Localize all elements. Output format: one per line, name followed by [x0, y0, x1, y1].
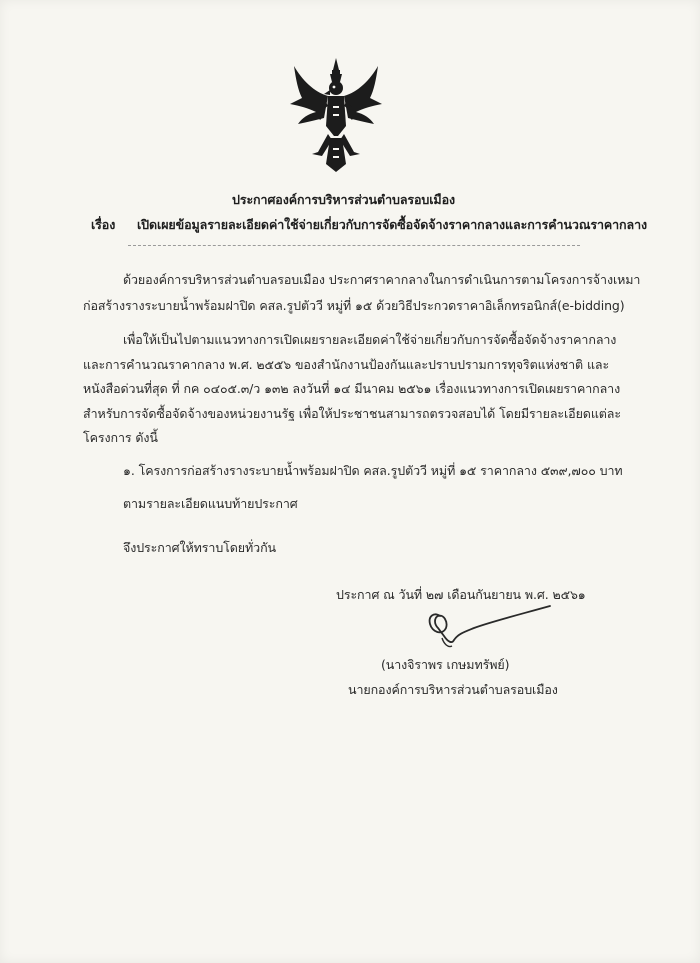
paragraph-2-line-1: เพื่อให้เป็นไปตามแนวทางการเปิดเผยรายละเอียดค่าใช้จ่ายเกี่ยวกับการจัดซื้อจัดจ้างราคากลาง: [123, 332, 617, 347]
subject-prefix: เรื่อง: [91, 217, 116, 232]
document-title: ประกาศองค์การบริหารส่วนตำบลรอบเมือง: [232, 192, 455, 207]
item-note: ตามรายละเอียดแนบท้ายประกาศ: [123, 496, 298, 511]
divider: [128, 245, 580, 246]
announcement-date: ประกาศ ณ วันที่ ๒๗ เดือนกันยายน พ.ศ. ๒๕๖๑: [336, 587, 586, 602]
handwritten-signature: [404, 594, 552, 656]
subject-text: เปิดเผยข้อมูลรายละเอียดค่าใช้จ่ายเกี่ยวกับการจัดซื้อจัดจ้างราคากลางและการคำนวณราคากลาง: [137, 217, 647, 232]
closing-text: จึงประกาศให้ทราบโดยทั่วกัน: [123, 540, 276, 555]
signatory-name: (นางจิราพร เกษมทรัพย์): [381, 657, 510, 672]
paragraph-2-line-5: โครงการ ดังนี้: [83, 430, 158, 445]
paragraph-1-line-1: ด้วยองค์การบริหารส่วนตำบลรอบเมือง ประกาศราคากลางในการดำเนินการตามโครงการจ้างเหมา: [123, 272, 641, 287]
paragraph-2-line-2: และการคำนวณราคากลาง พ.ศ. ๒๕๕๖ ของสำนักงานป้องกันและปราบปรามการทุจริตแห่งชาติ และ: [83, 357, 610, 372]
item-1: ๑. โครงการก่อสร้างรางระบายน้ำพร้อมฝาปิด คสล.รูปตัววี หมู่ที่ ๑๕ ราคากลาง ๕๓๙,๗๐๐ บาท: [123, 463, 623, 478]
paragraph-2-line-3: หนังสือด่วนที่สุด ที่ กค ๐๔๐๕.๓/ว ๑๓๒ ลงวันที่ ๑๔ มีนาคม ๒๕๖๑ เรื่องแนวทางการเปิดเผยราคากลาง: [83, 381, 621, 396]
garuda-emblem-icon: [288, 56, 384, 174]
signatory-position: นายกองค์การบริหารส่วนตำบลรอบเมือง: [348, 682, 558, 697]
paragraph-1-line-2: ก่อสร้างรางระบายน้ำพร้อมฝาปิด คสล.รูปตัววี หมู่ที่ ๑๕ ด้วยวิธีประกวดราคาอิเล็กทรอนิกส์(e-bidding): [83, 298, 625, 313]
paragraph-2-line-4: สำหรับการจัดซื้อจัดจ้างของหน่วยงานรัฐ เพื่อให้ประชาชนสามารถตรวจสอบได้ โดยมีรายละเอียดแต่ละ: [83, 406, 621, 421]
